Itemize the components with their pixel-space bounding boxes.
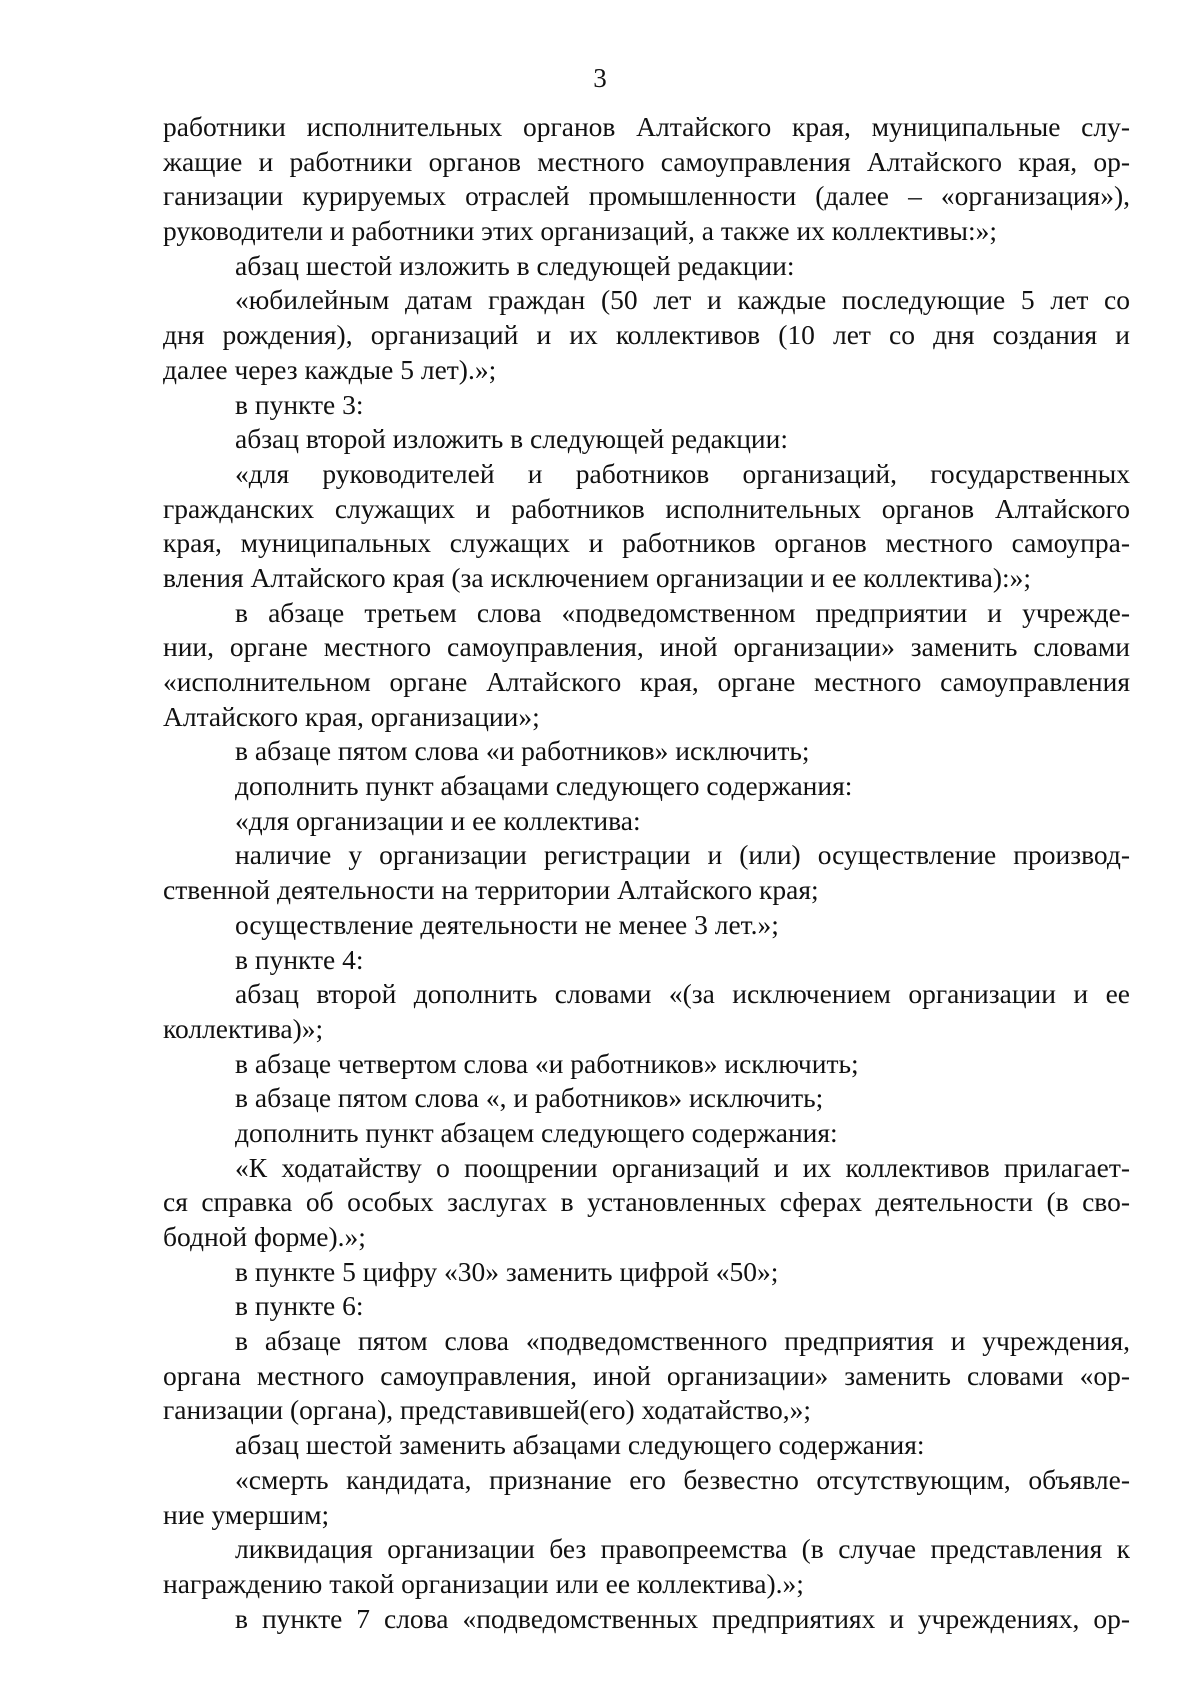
- text-line: далее через каждые 5 лет).»;: [163, 353, 497, 385]
- text-line: ние умершим;: [163, 1498, 330, 1530]
- text-line: в пункте 7 слова «подведомственных предприятиях и учреждениях, ор-: [235, 1602, 1130, 1634]
- text-line: ся справка об особых заслугах в установленных сферах деятельности (в сво-: [163, 1186, 1130, 1218]
- text-line: в пункте 3:: [235, 388, 364, 420]
- text-line: в пункте 6:: [235, 1290, 364, 1322]
- text-line: ганизации (органа), представившей(его) ходатайство,»;: [163, 1394, 812, 1426]
- text-line: награждению такой организации или ее коллектива).»;: [163, 1567, 804, 1599]
- text-line: коллектива)»;: [163, 1012, 324, 1044]
- text-line: ганизации курируемых отраслей промышленности (далее – «организация»),: [163, 180, 1130, 212]
- text-line: ственной деятельности на территории Алтайского края;: [163, 874, 819, 906]
- text-line: жащие и работники органов местного самоуправления Алтайского края, ор-: [163, 145, 1130, 177]
- text-line: в абзаце пятом слова «подведомственного предприятия и учреждения,: [235, 1325, 1130, 1357]
- text-line: органа местного самоуправления, иной организации» заменить словами «ор-: [163, 1359, 1130, 1391]
- text-line: дополнить пункт абзацами следующего содержания:: [235, 770, 853, 802]
- text-line: абзац второй изложить в следующей редакции:: [235, 423, 789, 455]
- page-number: 3: [593, 63, 607, 93]
- text-line: руководители и работники этих организаций, а также их коллективы:»;: [163, 215, 998, 247]
- text-line: работники исполнительных органов Алтайского края, муниципальные слу-: [163, 111, 1130, 142]
- text-line: абзац второй дополнить словами «(за исключением организации и ее: [235, 978, 1130, 1010]
- text-line: в абзаце третьем слова «подведомственном предприятии и учрежде-: [235, 596, 1130, 628]
- text-line: бодной форме).»;: [163, 1221, 366, 1252]
- text-line: наличие у организации регистрации и (или) осуществление производ-: [235, 839, 1130, 871]
- text-line: Алтайского края, организации»;: [163, 700, 540, 732]
- text-line: «К ходатайству о поощрении организаций и их коллективов прилагает-: [235, 1151, 1130, 1183]
- text-line: «для руководителей и работников организаций, государственных: [235, 457, 1130, 489]
- text-line: дополнить пункт абзацем следующего содержания:: [235, 1116, 838, 1148]
- text-line: в пункте 5 цифру «30» заменить цифрой «50»;: [235, 1255, 779, 1287]
- text-line: абзац шестой изложить в следующей редакции:: [235, 249, 795, 281]
- text-line: «для организации и ее коллектива:: [235, 804, 641, 836]
- text-line: «исполнительном органе Алтайского края, органе местного самоуправления: [163, 666, 1130, 697]
- text-line: абзац шестой заменить абзацами следующего содержания:: [235, 1429, 925, 1461]
- text-line: гражданских служащих и работников исполнительных органов Алтайского: [163, 492, 1130, 524]
- text-line: осуществление деятельности не менее 3 лет.»;: [235, 908, 779, 940]
- document-text-body: [163, 110, 1130, 1636]
- text-line: «юбилейным датам граждан (50 лет и каждые последующие 5 лет со: [235, 284, 1130, 316]
- text-line: в абзаце пятом слова «, и работников» исключить;: [235, 1082, 824, 1114]
- text-line: ликвидация организации без правопреемства (в случае представления к: [235, 1533, 1130, 1565]
- text-line: края, муниципальных служащих и работников органов местного самоупра-: [163, 527, 1130, 559]
- text-line: в пункте 4:: [235, 943, 364, 975]
- text-line: вления Алтайского края (за исключением организации и ее коллектива):»;: [163, 561, 1032, 593]
- text-line: в абзаце пятом слова «и работников» исключить;: [235, 735, 810, 767]
- text-line: «смерть кандидата, признание его безвестно отсутствующим, объявле-: [235, 1463, 1130, 1495]
- text-line: дня рождения), организаций и их коллективов (10 лет со дня создания и: [163, 319, 1130, 351]
- text-line: нии, органе местного самоуправления, иной организации» заменить словами: [163, 631, 1130, 663]
- text-line: в абзаце четвертом слова «и работников» исключить;: [235, 1047, 859, 1079]
